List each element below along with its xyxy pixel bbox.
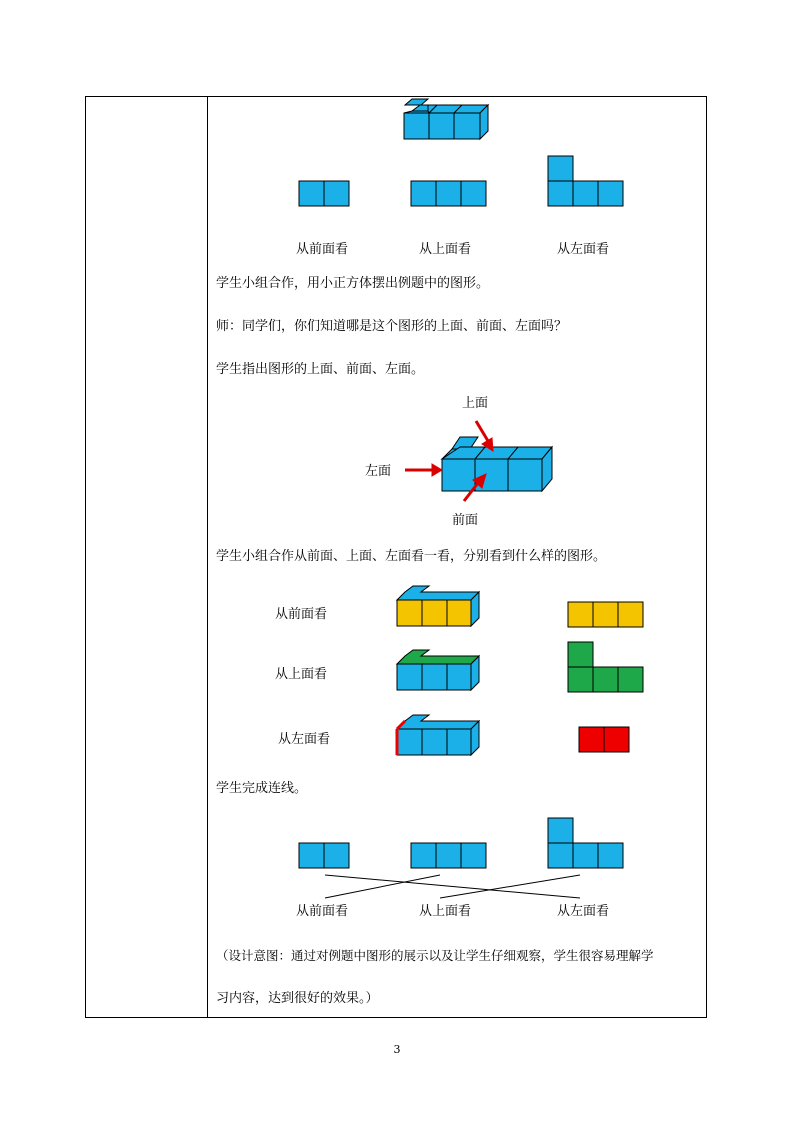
arrow-label-front: 前面 <box>452 513 479 528</box>
row-label-top: 从上面看 <box>275 667 328 682</box>
match-label-left: 从左面看 <box>557 904 610 919</box>
paragraph-5: 学生完成连线。 <box>216 781 308 796</box>
row-label-left: 从左面看 <box>278 732 331 747</box>
example-solid-figure <box>402 96 494 142</box>
column-divider <box>207 97 208 1017</box>
label-left-view: 从左面看 <box>557 242 610 257</box>
row-label-front: 从前面看 <box>275 607 328 622</box>
view-front-shape <box>298 180 350 207</box>
paragraph-1: 学生小组合作，用小正方体摆出例题中的图形。 <box>216 276 490 291</box>
label-front-view: 从前面看 <box>296 242 349 257</box>
match-shape-l <box>547 817 624 869</box>
match-label-front: 从前面看 <box>296 904 349 919</box>
front-view-yellow <box>567 601 644 628</box>
page-number: 3 <box>393 1043 401 1056</box>
solid-top-highlight <box>395 647 485 693</box>
label-top-view: 从上面看 <box>419 242 472 257</box>
left-view-red <box>578 726 630 753</box>
match-label-top: 从上面看 <box>419 904 472 919</box>
match-lines <box>300 868 600 904</box>
paragraph-3: 学生指出图形的上面、前面、左面。 <box>216 362 425 377</box>
solid-left-highlight <box>395 712 485 758</box>
view-left-shape <box>547 155 624 207</box>
arrow-label-left: 左面 <box>365 464 392 479</box>
paragraph-2: 师：同学们，你们知道哪是这个图形的上面、前面、左面吗？ <box>216 319 568 334</box>
paragraph-6-line-2: 习内容，达到很好的效果。） <box>216 991 379 1006</box>
top-view-green <box>567 641 644 693</box>
paragraph-6-line-1: （设计意图：通过对例题中图形的展示以及让学生仔细观察，学生很容易理解学 <box>216 948 654 963</box>
solid-with-arrows <box>400 415 560 510</box>
match-shape-three <box>410 842 487 869</box>
paragraph-4: 学生小组合作从前面、上面、左面看一看，分别看到什么样的图形。 <box>216 549 607 564</box>
view-top-shape <box>410 180 487 207</box>
match-shape-two <box>298 842 350 869</box>
solid-front-highlight <box>395 583 485 629</box>
arrow-label-top: 上面 <box>462 396 489 411</box>
